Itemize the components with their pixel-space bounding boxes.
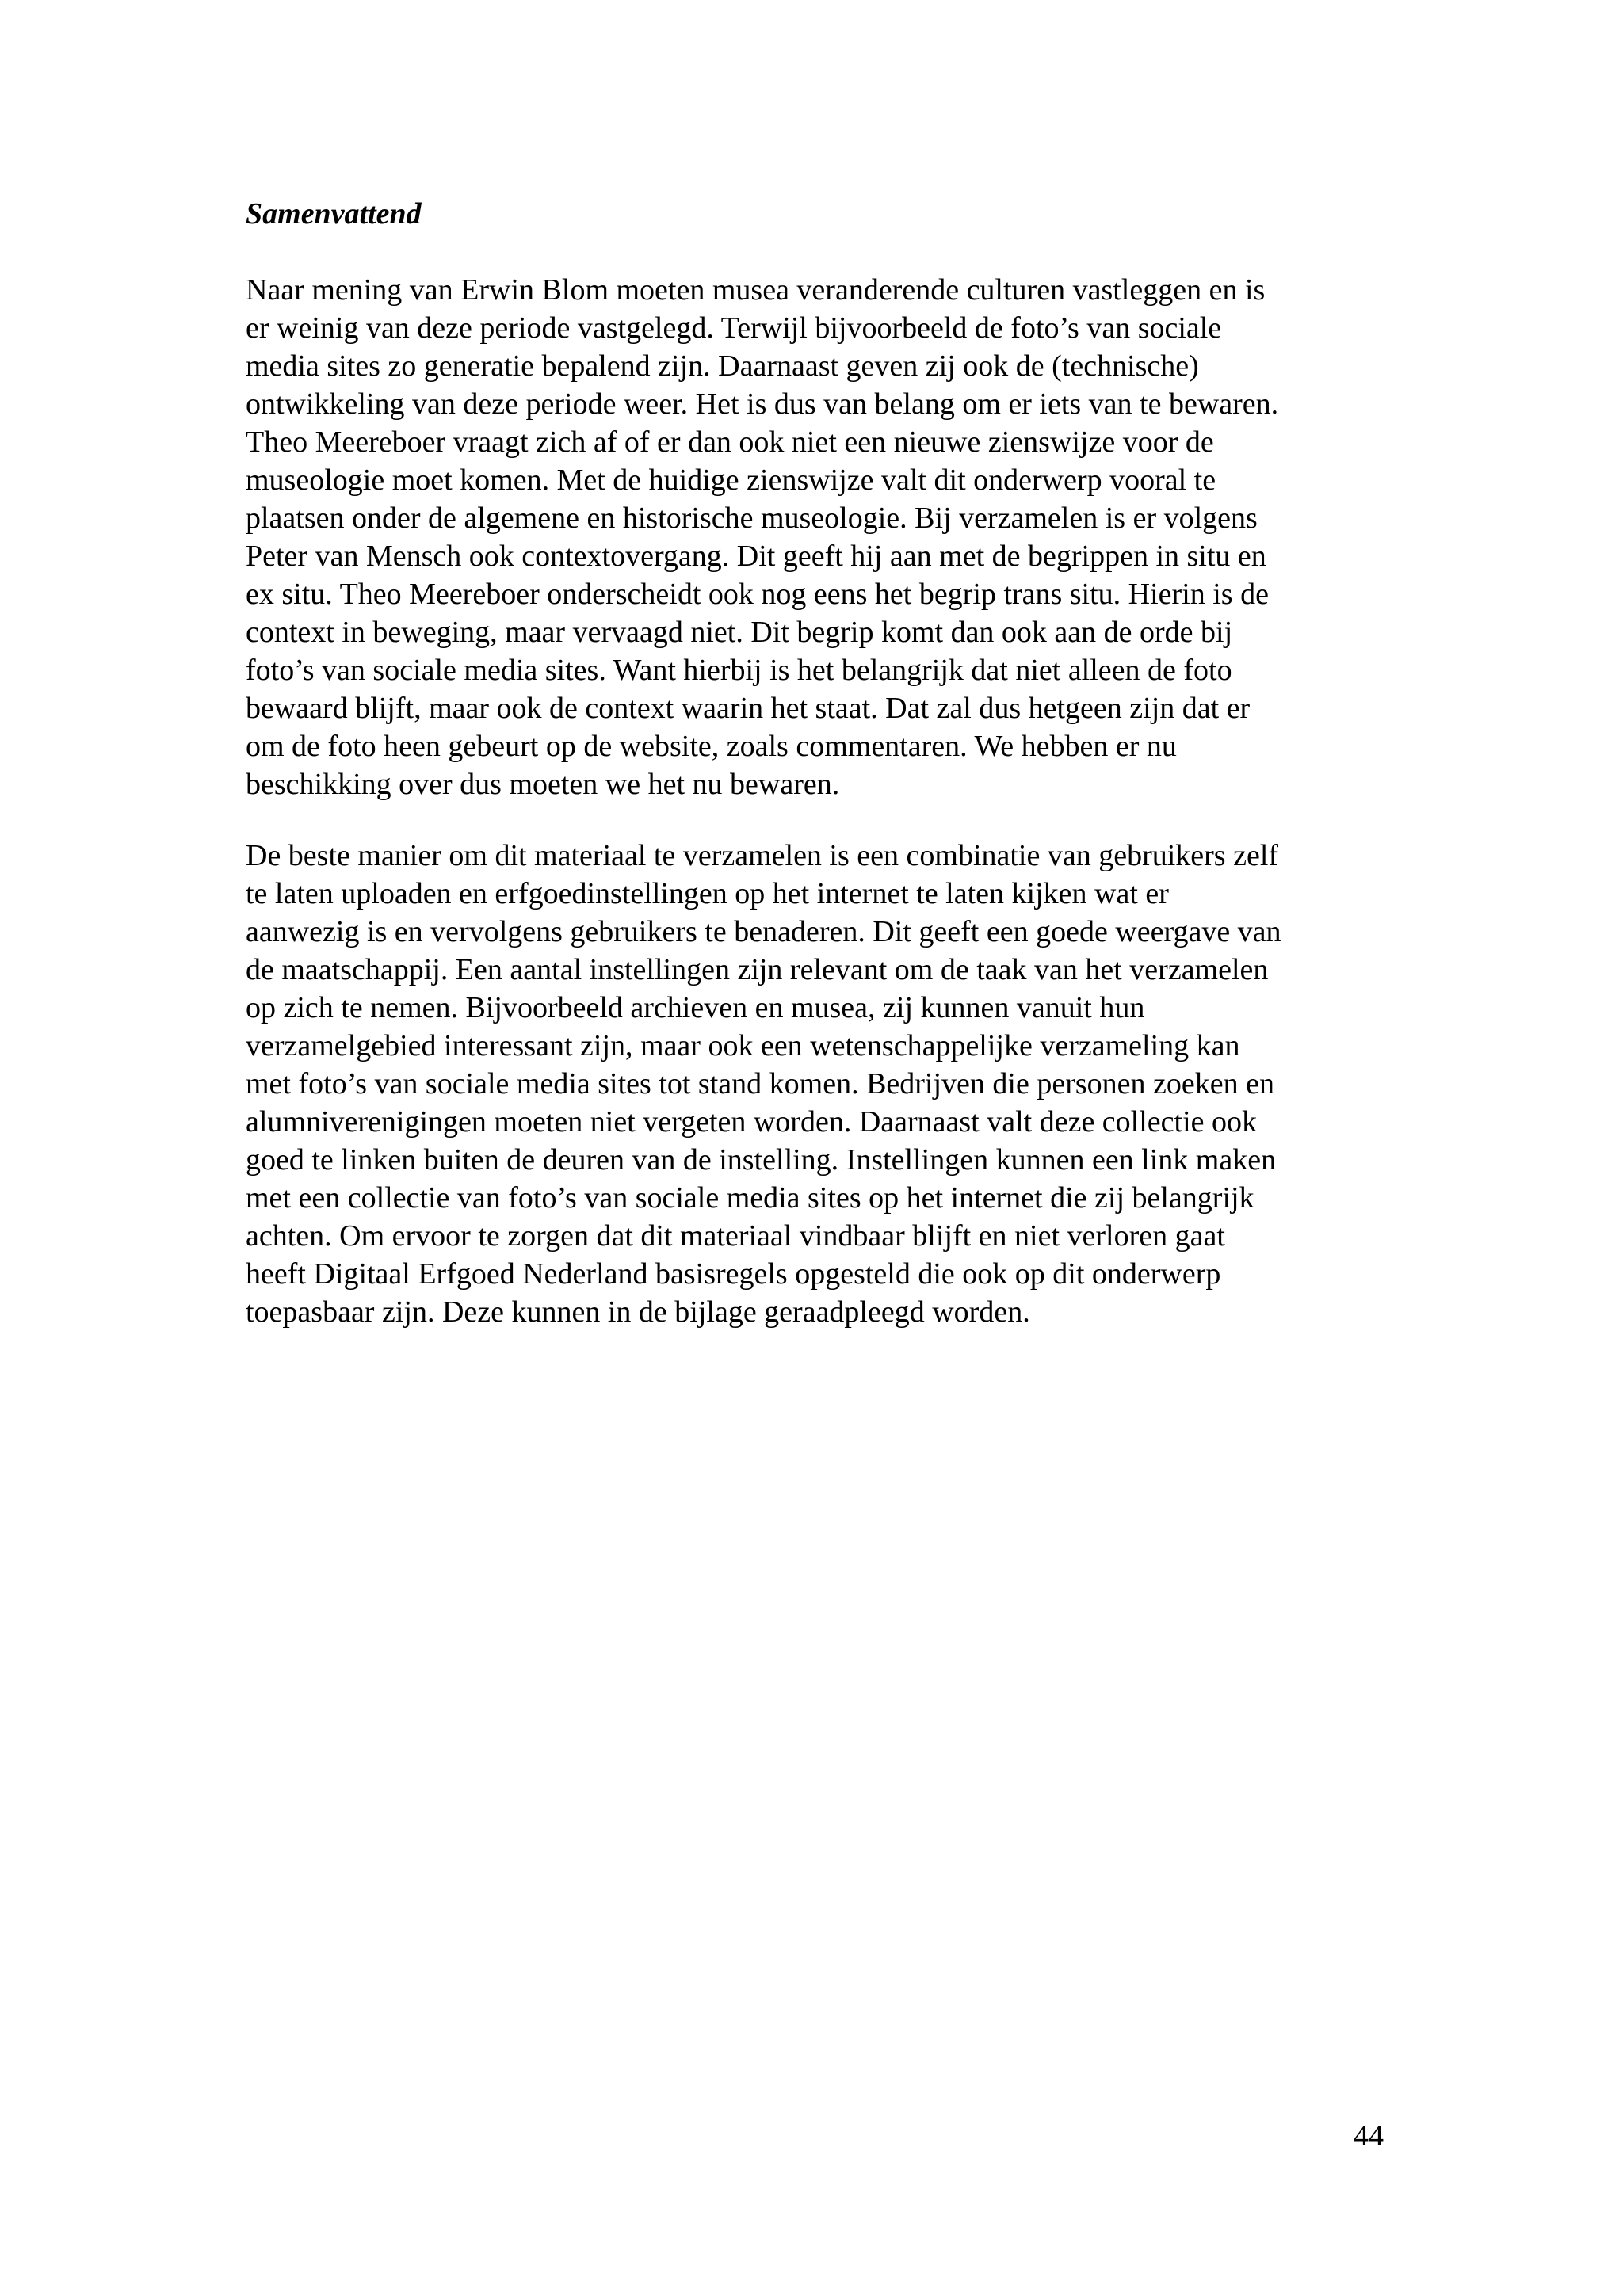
paragraph-line: bewaard blijft, maar ook de context waarin het staat. Dat zal dus hetgeen zijn dat er — [246, 692, 1251, 725]
section-heading: Samenvattend — [246, 197, 422, 231]
paragraph-line: context in beweging, maar vervaagd niet. Dit begrip komt dan ook aan de orde bij — [246, 616, 1233, 649]
paragraph-line: beschikking over dus moeten we het nu bewaren. — [246, 768, 840, 801]
paragraph-line: alumniverenigingen moeten niet vergeten worden. Daarnaast valt deze collectie ook — [246, 1105, 1258, 1138]
paragraph-1 — [246, 271, 1387, 803]
paragraph-line: plaatsen onder de algemene en historische museologie. Bij verzamelen is er volgens — [246, 502, 1258, 535]
paragraph-line: museologie moet komen. Met de huidige zienswijze valt dit onderwerp vooral te — [246, 463, 1216, 497]
paragraph-line: met een collectie van foto’s van sociale media sites op het internet die zij belangrijk — [246, 1181, 1254, 1215]
paragraph-line: aanwezig is en vervolgens gebruikers te benaderen. Dit geeft een goede weergave van — [246, 915, 1281, 948]
paragraph-2 — [246, 837, 1387, 1331]
paragraph-line: de maatschappij. Een aantal instellingen zijn relevant om de taak van het verzamelen — [246, 953, 1269, 986]
paragraph-line: achten. Om ervoor te zorgen dat dit materiaal vindbaar blijft en niet verloren gaat — [246, 1219, 1225, 1253]
paragraph-line: foto’s van sociale media sites. Want hierbij is het belangrijk dat niet alleen de foto — [246, 654, 1232, 687]
paragraph-line: er weinig van deze periode vastgelegd. Terwijl bijvoorbeeld de foto’s van sociale — [246, 311, 1222, 345]
paragraph-line: media sites zo generatie bepalend zijn. Daarnaast geven zij ook de (technische) — [246, 349, 1199, 383]
paragraph-line: te laten uploaden en erfgoedinstellingen op het internet te laten kijken wat er — [246, 877, 1169, 910]
paragraph-line: toepasbaar zijn. Deze kunnen in de bijlage geraadpleegd worden. — [246, 1295, 1030, 1329]
paragraph-line: Peter van Mensch ook contextovergang. Dit geeft hij aan met de begrippen in situ en — [246, 540, 1266, 573]
paragraph-line: verzamelgebied interessant zijn, maar ook een wetenschappelijke verzameling kan — [246, 1029, 1240, 1062]
paragraph-line: Naar mening van Erwin Blom moeten musea veranderende culturen vastleggen en is — [246, 273, 1266, 307]
page-number: 44 — [1354, 2119, 1384, 2153]
paragraph-line: ontwikkeling van deze periode weer. Het is dus van belang om er iets van te bewaren. — [246, 387, 1279, 421]
paragraph-line: ex situ. Theo Meereboer onderscheidt ook nog eens het begrip trans situ. Hierin is de — [246, 578, 1269, 611]
paragraph-line: heeft Digitaal Erfgoed Nederland basisregels opgesteld die ook op dit onderwerp — [246, 1257, 1221, 1291]
paragraph-line: op zich te nemen. Bijvoorbeeld archieven en musea, zij kunnen vanuit hun — [246, 991, 1145, 1024]
paragraph-line: goed te linken buiten de deuren van de instelling. Instellingen kunnen een link maken — [246, 1143, 1277, 1177]
paragraph-line: om de foto heen gebeurt op de website, zoals commentaren. We hebben er nu — [246, 730, 1177, 763]
paragraph-line: De beste manier om dit materiaal te verzamelen is een combinatie van gebruikers zelf — [246, 839, 1279, 872]
paragraph-line: Theo Meereboer vraagt zich af of er dan ook niet een nieuwe zienswijze voor de — [246, 425, 1214, 459]
paragraph-line: met foto’s van sociale media sites tot stand komen. Bedrijven die personen zoeken en — [246, 1067, 1274, 1100]
